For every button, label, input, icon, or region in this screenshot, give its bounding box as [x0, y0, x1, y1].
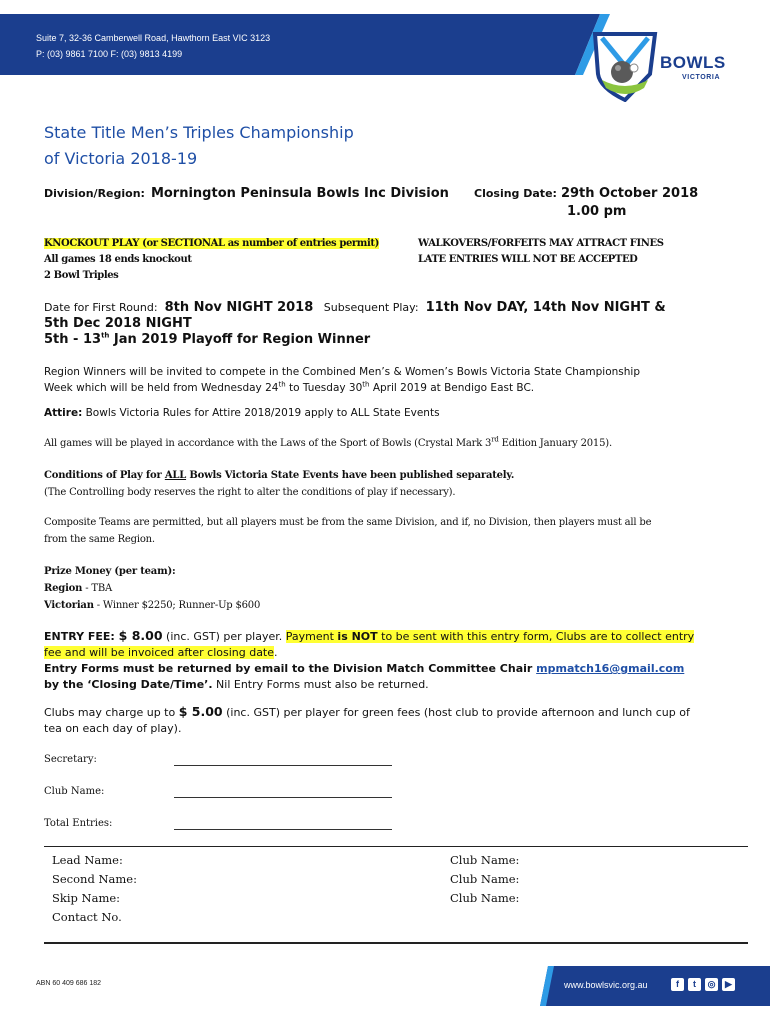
secretary-label: Secretary:: [44, 754, 97, 765]
first-round-label: Date for First Round:: [44, 301, 158, 314]
knockout-text: KNOCKOUT PLAY (or SECTIONAL as number of entries permit): [44, 238, 379, 249]
secretary-input-line[interactable]: [174, 765, 392, 766]
composite-paragraph: Composite Teams are permitted, but all players must be from the same Division, and if, no Division, then players must all be from the same Region.: [44, 517, 652, 545]
club-name-field[interactable]: [44, 786, 404, 802]
closing-label: Closing Date:: [474, 187, 557, 200]
walkovers-text: WALKOVERS/FORFEITS MAY ATTRACT FINES: [418, 238, 664, 249]
attire-paragraph: Attire: Bowls Victoria Rules for Attire 2018/2019 apply to ALL State Events: [44, 407, 440, 419]
subsequent-value: 11th Nov DAY, 14th Nov NIGHT &: [425, 300, 666, 315]
division-row: [44, 186, 449, 201]
subsequent-value-2: 5th Dec 2018 NIGHT: [44, 316, 192, 331]
club-name-input-line[interactable]: [174, 797, 392, 798]
total-entries-field[interactable]: [44, 818, 404, 834]
bowl-type-text: 2 Bowl Triples: [44, 270, 119, 281]
division-value: Mornington Peninsula Bowls Inc Division: [150, 186, 449, 201]
ends-text: All games 18 ends knockout: [44, 254, 192, 265]
logo-wordmark: BOWLS: [660, 53, 726, 72]
second-name-label[interactable]: Second Name:: [52, 872, 137, 886]
team-entry-table: [44, 846, 748, 944]
bowls-victoria-logo: [590, 30, 740, 100]
lead-club-label[interactable]: Club Name:: [450, 853, 520, 867]
conditions-paragraph: Conditions of Play for ALL Bowls Victoria State Events have been published separately. (The Controlling body reserves the right to alter the conditions of play if necessary).: [44, 467, 734, 501]
playoff-text: 5th - 13th Jan 2019 Playoff for Region Winner: [44, 331, 371, 347]
footer-banner: [540, 966, 770, 1006]
abn-text: ABN 60 409 686 182: [36, 980, 101, 987]
conditions-note: (The Controlling body reserves the right to alter the conditions of play if necessary).: [44, 487, 456, 498]
entry-fee-amount: $ 8.00: [118, 628, 163, 643]
chair-email-link[interactable]: mpmatch16@gmail.com: [536, 662, 685, 675]
closing-value: 29th October 2018: [560, 186, 699, 201]
org-address: Suite 7, 32-36 Camberwell Road, Hawthorn East VIC 3123 P: (03) 9861 7100 F: (03) 9813 4199: [36, 33, 271, 59]
page-title: State Title Men’s Triples Championship of Victoria 2018-19: [44, 123, 354, 168]
total-entries-input-line[interactable]: [174, 829, 392, 830]
lead-name-label[interactable]: Lead Name:: [52, 853, 123, 867]
penalties-block: [418, 236, 664, 268]
second-club-label[interactable]: Club Name:: [450, 872, 520, 886]
logo-shield-icon: [590, 30, 660, 102]
instagram-icon[interactable]: ◎: [705, 978, 718, 991]
secretary-field[interactable]: [44, 754, 404, 770]
total-entries-label: Total Entries:: [44, 818, 113, 829]
contact-no-label[interactable]: Contact No.: [52, 910, 122, 924]
prize-heading: Prize Money (per team):: [44, 566, 176, 577]
region-paragraph: Region Winners will be invited to compete in the Combined Men’s & Women’s Bowls Victoria State Championship Week which will be held from Wednesday 24th to Tuesday 30th April 2019 at Bendigo East BC.: [44, 366, 640, 394]
round-dates: [44, 300, 744, 348]
twitter-icon[interactable]: t: [688, 978, 701, 991]
division-label: Division/Region:: [44, 187, 145, 200]
letterhead-banner: [0, 0, 770, 100]
subsequent-label: Subsequent Play:: [323, 301, 419, 314]
format-block: [44, 236, 379, 284]
closing-date: [474, 186, 698, 201]
website-link[interactable]: www.bowlsvic.org.au: [564, 980, 648, 990]
youtube-icon[interactable]: ▶: [722, 978, 735, 991]
facebook-icon[interactable]: f: [671, 978, 684, 991]
closing-time: 1.00 pm: [567, 204, 627, 219]
skip-club-label[interactable]: Club Name:: [450, 891, 520, 905]
logo-subtitle: VICTORIA: [682, 74, 721, 81]
entry-fee-paragraph: ENTRY FEE: $ 8.00 (inc. GST) per player. Payment is NOT to be sent with this entry form, Clubs are to collect entry fee and will be invoiced after closing date. Entry Forms must be returned by email to the Division Match Committee Chair mpmatch16@gmail.com by the ‘Closing Date/Time’. Nil Entry Forms must also be returned.: [44, 628, 695, 691]
late-entries-text: LATE ENTRIES WILL NOT BE ACCEPTED: [418, 254, 638, 265]
green-fees-paragraph: Clubs may charge up to $ 5.00 (inc. GST) per player for green fees (host club to provide afternoon and lunch cup of tea on each day of play).: [44, 704, 690, 735]
club-name-label: Club Name:: [44, 786, 105, 797]
first-round-value: 8th Nov NIGHT 2018: [164, 300, 314, 315]
green-fee-amount: $ 5.00: [178, 704, 223, 719]
skip-name-label[interactable]: Skip Name:: [52, 891, 121, 905]
laws-paragraph: All games will be played in accordance with the Laws of the Sport of Bowls (Crystal Mark 3rd Edition January 2015).: [44, 435, 612, 449]
attire-label: Attire:: [44, 407, 83, 419]
prize-paragraph: Prize Money (per team): Region - TBA Victorian - Winner $2250; Runner-Up $600: [44, 563, 734, 614]
